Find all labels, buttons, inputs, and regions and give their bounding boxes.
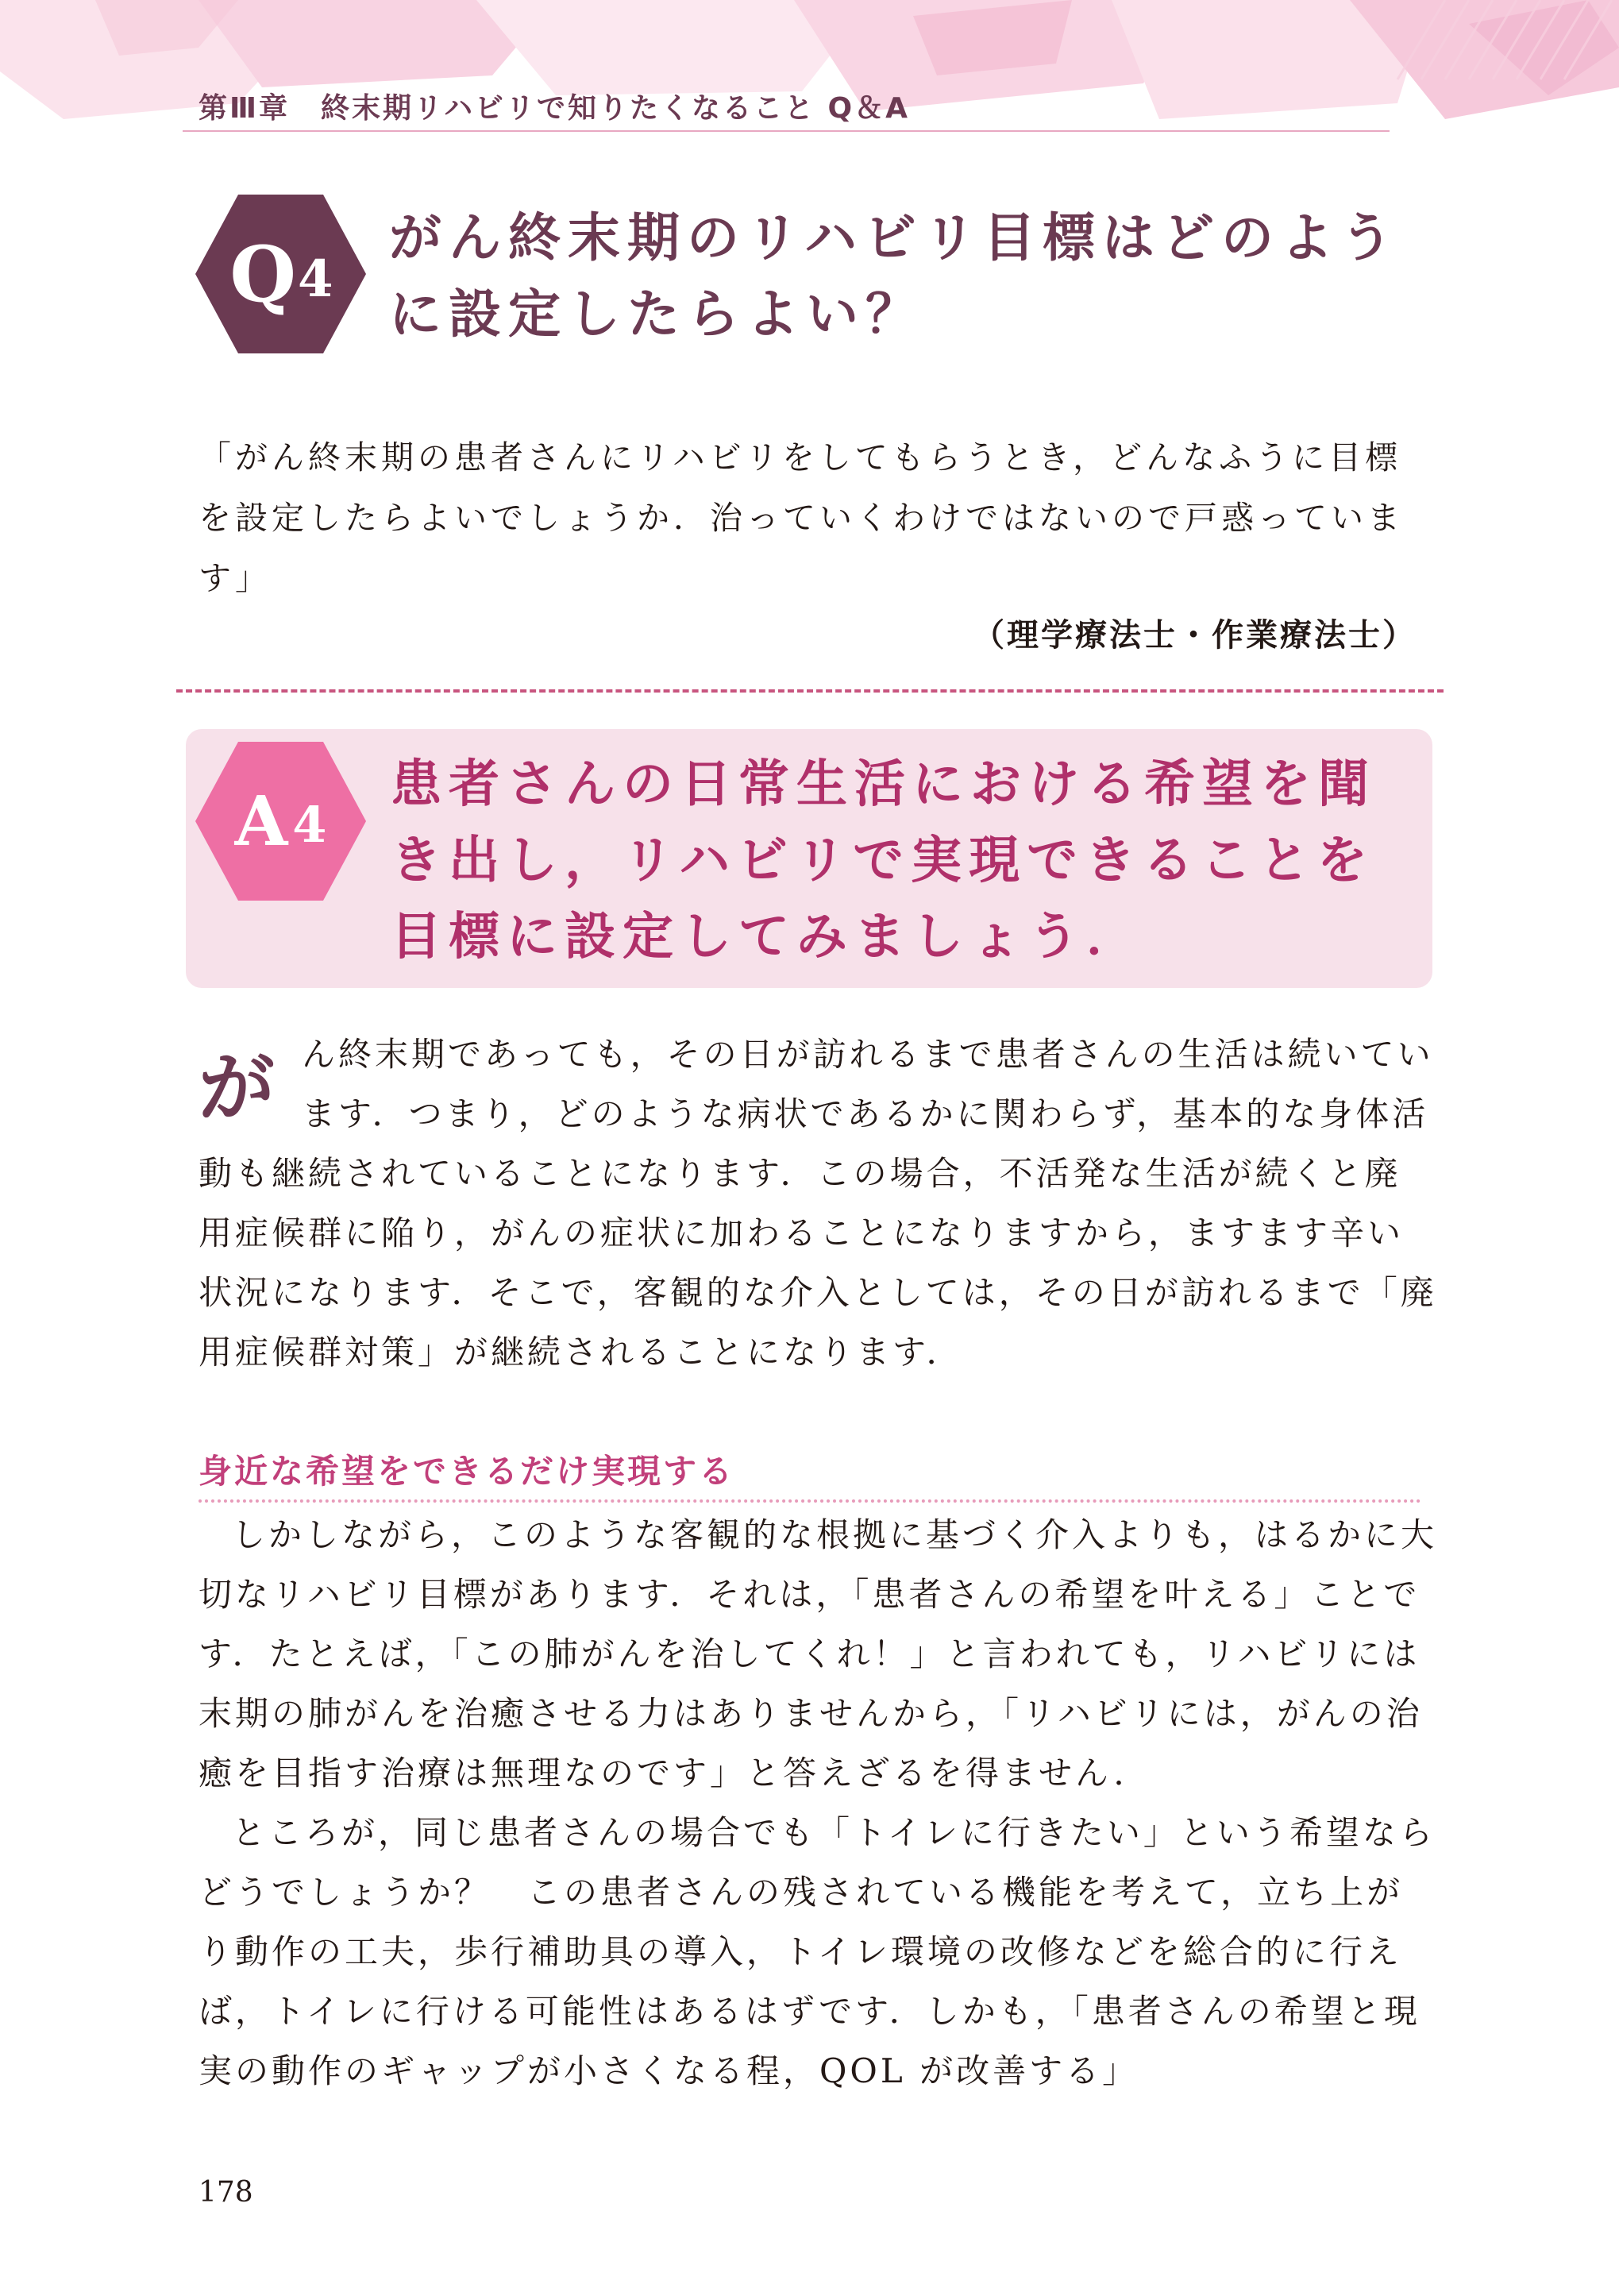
- question-attribution: （理学療法士・作業療法士）: [973, 617, 1417, 654]
- question-text: 「がん終末期の患者さんにリハビリをしてもらうとき，どんなふうに目標を設定したらよいでしょうか．治っていくわけではないので戸惑っています」: [199, 438, 1404, 597]
- answer-badge-label: [195, 742, 366, 901]
- body-paragraph-1-block: [199, 1025, 1437, 1382]
- question-badge-number: 4: [298, 249, 332, 309]
- chapter-heading: 第Ⅲ章 終末期リハビリで知りたくなること Q＆A: [199, 92, 910, 125]
- drop-cap: が: [199, 1044, 278, 1133]
- question-badge-letter: Q: [229, 229, 295, 319]
- chapter-rule: [183, 129, 1390, 133]
- question-body: [199, 427, 1437, 608]
- question-title: がん終末期のリハビリ目標はどのように設定したらよい？: [389, 207, 1401, 345]
- section-subheading: 身近な希望をできるだけ実現する: [199, 1452, 735, 1491]
- subheading-rule: [199, 1499, 1421, 1503]
- answer-title: 患者さんの日常生活における希望を聞き出し，リハビリで実現できることを目標に設定してみましょう．: [391, 755, 1376, 967]
- qa-divider: [176, 689, 1444, 693]
- answer-badge-letter: A: [234, 781, 288, 862]
- body-section-text: [199, 1505, 1437, 2101]
- body-paragraph-3: ところが，同じ患者さんの場合でも「トイレに行きたい」という希望ならどうでしょうか？ この患者さんの残されている機能を考えて，立ち上がり動作の工夫，歩行補助具の導入，トイレ環境の改修などを総合的に行えば，トイレに行ける可能性はあるはずです．しかも，「患者さんの希望と現実の動作のギャップが小さくなる程，QOL が改善する」: [199, 1813, 1436, 2090]
- question-badge-label: [195, 195, 366, 353]
- body-paragraph-1: ん終末期であっても，その日が訪れるまで患者さんの生活は続いています．つまり，どのような病状であるかに関わらず，基本的な身体活動も継続されていることになります．この場合，不活発な生活が続くと廃用症候群に陥り，がんの症状に加わることになりますから，ますます辛い状況になります．そこで，客観的な介入としては，その日が訪れるまで「廃用症候群対策」が継続されることになります．: [199, 1035, 1437, 1372]
- body-paragraph-2: しかしながら，このような客観的な根拠に基づく介入よりも，はるかに大切なリハビリ目標があります．それは，「患者さんの希望を叶える」ことです．たとえば，「この肺がんを治してくれ！」と言われても，リハビリには末期の肺がんを治癒させる力はありませんから，「リハビリには，がんの治癒を目指す治療は無理なのです」と答えざるを得ません．: [199, 1515, 1438, 1792]
- page-number: 178: [199, 2176, 253, 2209]
- answer-badge-number: 4: [292, 795, 327, 854]
